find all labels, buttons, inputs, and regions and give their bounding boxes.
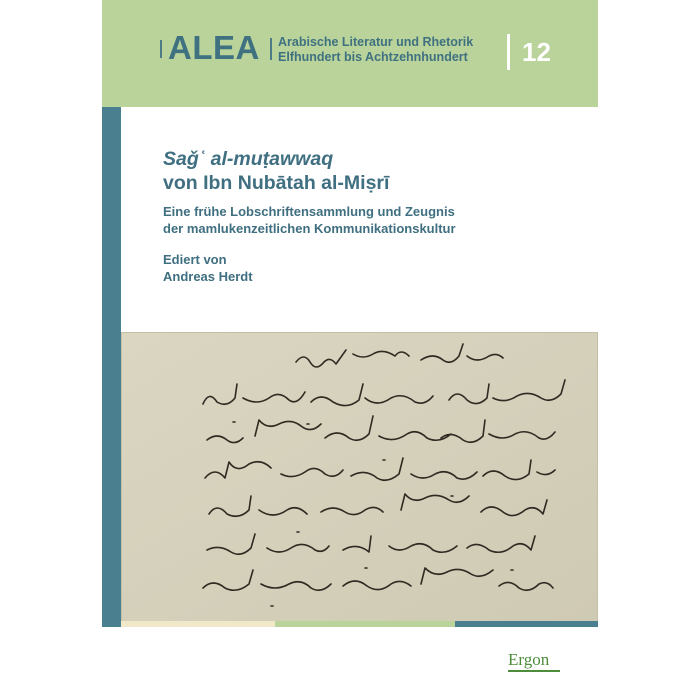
editor-name: Andreas Herdt xyxy=(163,269,253,284)
footer-band-green xyxy=(275,621,455,627)
book-cover xyxy=(102,0,598,700)
series-header xyxy=(102,0,598,107)
series-description-line-2: Elfhundert bis Achtzehnhundert xyxy=(278,50,468,64)
title-block xyxy=(163,147,583,285)
side-stripe xyxy=(102,107,121,627)
manuscript-image xyxy=(121,332,598,622)
publisher-logo-rule xyxy=(508,670,560,672)
series-number-rule xyxy=(507,34,510,70)
editor-credit xyxy=(163,251,583,285)
footer-band-teal xyxy=(455,621,598,627)
series-name: ALEA xyxy=(168,29,260,66)
footer-band-cream xyxy=(121,621,275,627)
series-separator xyxy=(270,38,272,60)
manuscript-handwriting-illustration xyxy=(121,332,598,622)
series-left-rule xyxy=(160,40,162,58)
book-title-line-2: von Ibn Nubātah al-Miṣrī xyxy=(163,172,390,194)
editor-label: Ediert von xyxy=(163,252,227,267)
subtitle-line-1: Eine frühe Lobschriftensammlung und Zeugnis xyxy=(163,204,455,219)
subtitle-line-2: der mamlukenzeitlichen Kommunikationskultur xyxy=(163,220,456,236)
publisher-logo: Ergon xyxy=(508,650,550,669)
series-number: 12 xyxy=(522,37,551,67)
series-description-line-1: Arabische Literatur und Rhetorik xyxy=(278,35,474,49)
book-subtitle xyxy=(163,204,583,237)
book-title: Saǧʿ al-muṭawwaq xyxy=(163,148,334,170)
